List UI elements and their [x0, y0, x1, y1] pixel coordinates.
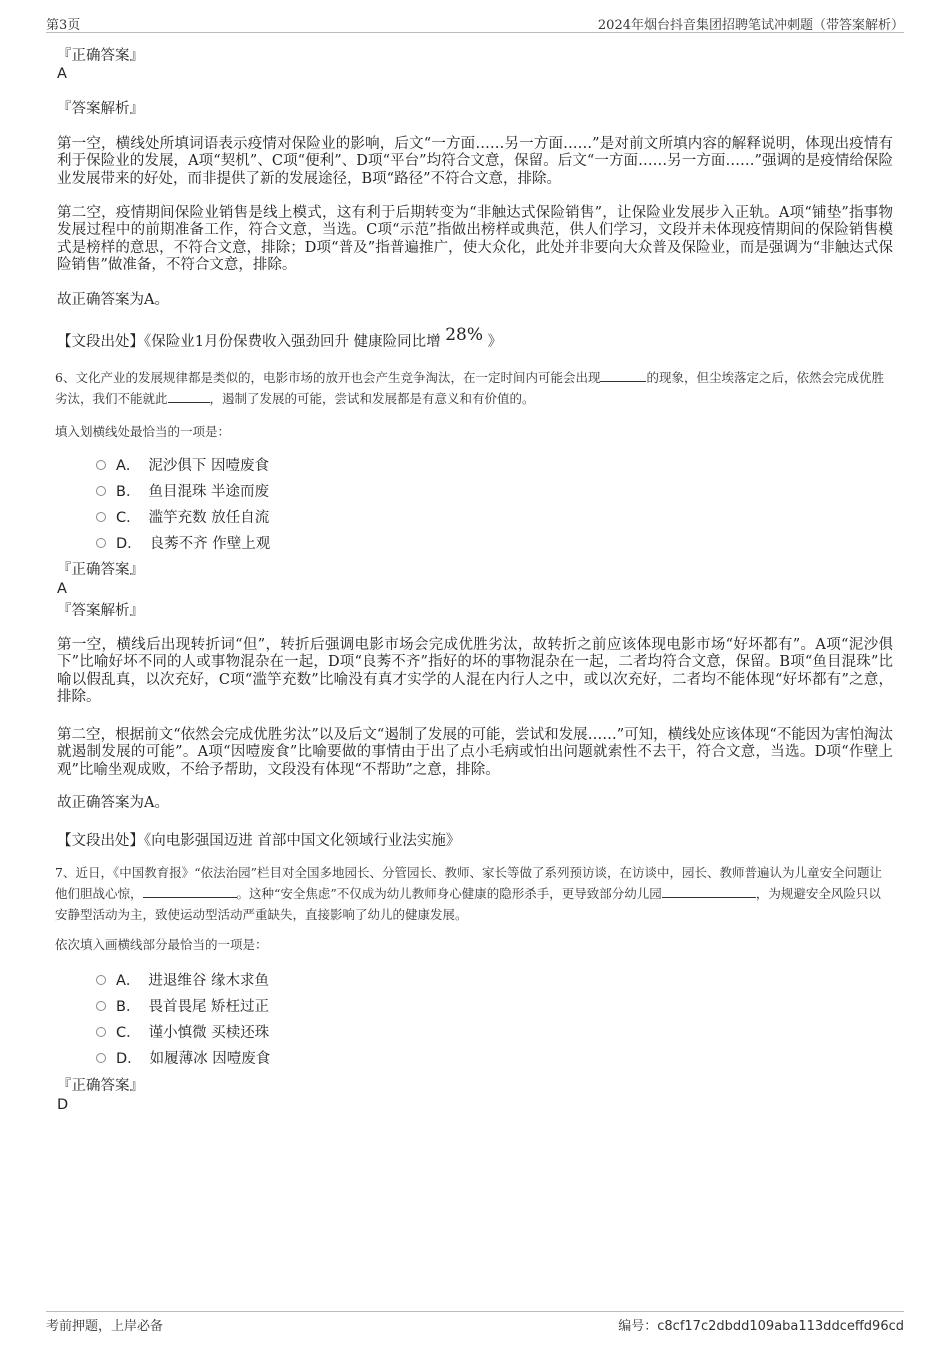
option-text: 畏首畏尾 矫枉过正 — [148, 999, 270, 1015]
q5-source-tag: 【文段出处】 — [57, 334, 144, 350]
q7-correct-answer-label: 『正确答案』 — [57, 1078, 144, 1094]
q6-analysis-para2: 第二空，根据前文“依然会完成优胜劣汰”以及后文“遏制了发展的可能，尝试和发展……”可知，横线处应该体现“不能因为害怕淘汰就遏制发展的可能”。A项“因噎废食”比喻要做的事情由于出了点小毛病或怕出问题就索性不去干，符合文意，当选。D项“作壁上观”比喻坐观成败，不给予帮助，文段没有体现“不帮助”之意，排除。 — [57, 727, 893, 778]
q5-conclusion: 故正确答案为A。 — [57, 292, 169, 308]
option-key: A． — [116, 973, 141, 989]
q5-analysis-label: 『答案解析』 — [57, 101, 144, 117]
option-text: 如履薄冰 因噎废食 — [149, 1051, 271, 1067]
radio-icon[interactable] — [96, 486, 106, 496]
option-text: 谨小慎微 买椟还珠 — [148, 1025, 270, 1041]
q6-analysis-label: 『答案解析』 — [57, 603, 144, 619]
radio-icon[interactable] — [96, 460, 106, 470]
q6-conclusion: 故正确答案为A。 — [57, 795, 169, 811]
document-code — [618, 1315, 904, 1334]
q7-stem-part3: ，为规避安全风险只以安静型活动为主，致使运动型活动严重缺失，直接影响了幼儿的健康发展。 — [55, 886, 881, 922]
radio-icon[interactable] — [96, 975, 106, 985]
q6-option-a[interactable] — [96, 457, 269, 475]
page-footer — [46, 1311, 904, 1333]
q7-stem-part1: 7、近日，《中国教育报》“依法治园”栏目对全国多地园长、分管园长、教师、家长等做了系列预访谈，在访谈中，园长、教师普遍认为儿童安全问题让他们胆战心惊， — [55, 865, 882, 901]
radio-icon[interactable] — [96, 1053, 106, 1063]
page-number: 第3页 — [46, 18, 81, 33]
q6-option-c[interactable] — [96, 509, 269, 527]
radio-icon[interactable] — [96, 538, 106, 548]
q5-source — [57, 325, 893, 351]
q6-source — [57, 829, 893, 850]
radio-icon[interactable] — [96, 1027, 106, 1037]
q6-stem-part3: ，遏制了发展的可能，尝试和发展都是有意义和有价值的。 — [209, 391, 535, 406]
q7-correct-answer: D — [57, 1097, 69, 1113]
option-key: D． — [116, 1051, 142, 1067]
radio-icon[interactable] — [96, 512, 106, 522]
option-key: B． — [116, 484, 141, 500]
option-key: C． — [116, 1025, 141, 1041]
q7-option-a[interactable] — [96, 972, 269, 990]
q5-analysis-para1: 第一空，横线处所填词语表示疫情对保险业的影响，后文“一方面……另一方面……”是对前文所填内容的解释说明，体现出疫情有利于保险业的发展，A项“契机”、C项“便利”、D项“平台”均符合文意，保留。后文“一方面……另一方面……”强调的是疫情给保险业发展带来的好处，而非提供了新的发展途径，B项“路径”不符合文意，排除。 — [57, 136, 893, 187]
q7-option-b[interactable] — [96, 998, 269, 1016]
q6-blank-1 — [600, 369, 646, 382]
option-key: B． — [116, 999, 141, 1015]
q5-source-end: 》 — [487, 334, 503, 350]
q7-option-d[interactable] — [96, 1050, 270, 1068]
option-key: D． — [116, 536, 142, 552]
q6-stem-part2: 的现象，但尘埃落定之后，依然会完成优胜劣汰，我们不能就此 — [55, 370, 884, 406]
q5-correct-answer-label: 『正确答案』 — [57, 48, 144, 64]
q5-source-text: 《保险业1月份保费收入强劲回升 健康险同比增 — [144, 334, 441, 350]
q6-correct-answer: A — [57, 581, 67, 597]
footer-slogan: 考前押题，上岸必备 — [46, 1319, 164, 1334]
option-text: 泥沙俱下 因噎废食 — [148, 458, 270, 474]
radio-icon[interactable] — [96, 1001, 106, 1011]
q6-source-text: 《向电影强国迈进 首部中国文化领域行业法实施》 — [144, 833, 461, 849]
document-code-label: 编号： — [618, 1319, 658, 1334]
document-title: 2024年烟台抖音集团招聘笔试冲刺题（带答案解析） — [597, 18, 904, 33]
q6-stem — [55, 367, 891, 409]
q7-blank-2 — [662, 885, 756, 898]
q7-prompt: 依次填入画横线部分最恰当的一项是： — [55, 937, 268, 952]
page-header — [46, 14, 904, 33]
q7-blank-1 — [143, 885, 237, 898]
option-text: 鱼目混珠 半途而废 — [148, 484, 270, 500]
q6-option-d[interactable] — [96, 535, 270, 553]
q5-analysis-para2: 第二空，疫情期间保险业销售是线上模式，这有利于后期转变为“非触达式保险销售”，让保险业发展步入正轨。A项“铺垫”指事物发展过程中的前期准备工作，符合文意，当选。C项“示范”指做出榜样或典范，供人们学习，文段并未体现疫情期间的保险销售模式是榜样的意思，不符合文意，排除；D项“普及”指普遍推广，使大众化，此处并非要向大众普及保险业，而是强调为“非触达式保险销售”做准备，不符合文意，排除。 — [57, 205, 893, 273]
option-text: 滥竽充数 放任自流 — [148, 510, 270, 526]
option-key: C． — [116, 510, 141, 526]
option-text: 良莠不齐 作壁上观 — [149, 536, 271, 552]
q6-stem-part1: 6、文化产业的发展规律都是类似的，电影市场的放开也会产生竞争淘汰，在一定时间内可能会出现 — [55, 370, 601, 385]
q5-correct-answer: A — [57, 66, 67, 82]
option-text: 进退维谷 缘木求鱼 — [148, 973, 270, 989]
option-key: A． — [116, 458, 141, 474]
q7-stem — [55, 862, 891, 925]
q6-analysis-para1: 第一空，横线后出现转折词“但”，转折后强调电影市场会完成优胜劣汰，故转折之前应该体现电影市场“好坏都有”。A项“泥沙俱下”比喻好坏不同的人或事物混杂在一起，D项“良莠不齐”指好的坏的事物混杂在一起，二者均符合文意，保留。B项“鱼目混珠”比喻以假乱真，以次充好，C项“滥竽充数”比喻没有真才实学的人混在内行人之中，或以次充好，二者均不能体现“好坏都有”之意，排除。 — [57, 637, 893, 705]
q6-correct-answer-label: 『正确答案』 — [57, 562, 144, 578]
q7-stem-part2: 。这种“安全焦虑”不仅成为幼儿教师身心健康的隐形杀手，更导致部分幼儿园 — [236, 886, 662, 901]
document-code-value: c8cf17c2dbdd109aba113ddceffd96cd — [657, 1319, 904, 1334]
q6-blank-2 — [168, 390, 210, 403]
q5-source-percent: 28% — [445, 325, 483, 345]
q6-source-tag: 【文段出处】 — [57, 833, 144, 849]
q6-prompt: 填入划横线处最恰当的一项是： — [55, 424, 231, 439]
q7-option-c[interactable] — [96, 1024, 269, 1042]
q6-option-b[interactable] — [96, 483, 269, 501]
